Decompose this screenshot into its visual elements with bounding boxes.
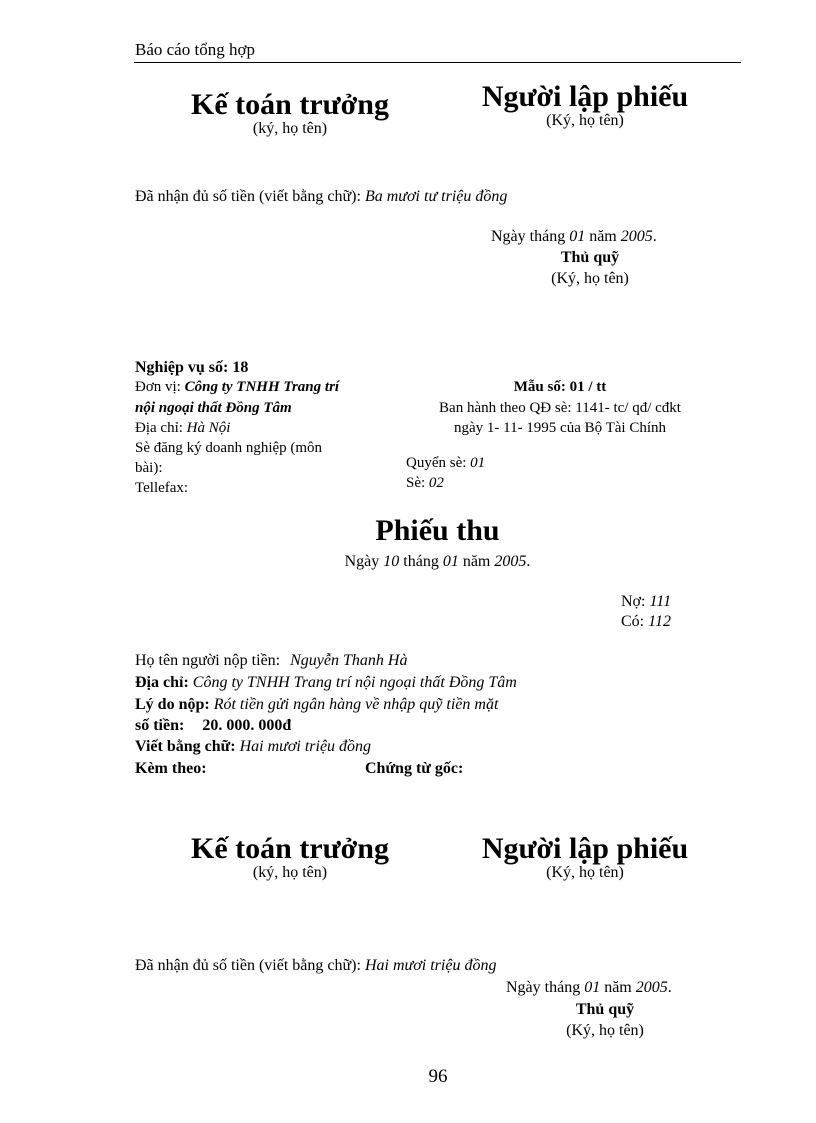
- chief-accountant-signature-bottom: [160, 832, 420, 882]
- receipt-address-label: Địa chỉ:: [135, 674, 189, 691]
- address-value: Hà Nội: [186, 420, 231, 436]
- receipt-day: 10: [383, 553, 400, 570]
- receipt-month-label: tháng: [403, 553, 439, 570]
- cashier-note-bottom: (Ký, họ tên): [566, 1022, 644, 1039]
- reason-label: Lý do nộp:: [135, 696, 210, 713]
- receipt-address-value: Công ty TNHH Trang trí nội ngoại thất Đồng Tâm: [192, 674, 517, 691]
- attached-label: Kèm theo:: [135, 760, 207, 777]
- preparer-title: Người lập phiếu: [481, 832, 689, 865]
- receipt-date: [280, 553, 595, 571]
- header-divider: [134, 62, 741, 63]
- received-amount-line-bottom: [135, 957, 496, 975]
- preparer-note: (Ký, họ tên): [546, 864, 624, 881]
- words-line: [135, 738, 371, 756]
- issued-line1: Ban hành theo QĐ sè: 1141- tc/ qđ/ cđkt: [439, 400, 681, 416]
- preparer-note: (Ký, họ tên): [546, 112, 624, 129]
- words-label: Viết bằng chữ:: [135, 738, 236, 755]
- reason-value: Rót tiền gửi ngân hàng về nhập quỹ tiền mặt: [213, 696, 499, 713]
- payer-label: Họ tên người nộp tiền:: [135, 652, 281, 669]
- date-year: 2005: [620, 228, 653, 245]
- number-label: Sè:: [406, 475, 426, 491]
- unit-value-line2: nội ngoại thất Đồng Tâm: [135, 400, 292, 416]
- page-number: 96: [428, 1066, 448, 1087]
- credit-label: Có:: [621, 613, 645, 630]
- amount-label: số tiền:: [135, 717, 185, 734]
- receipt-date-suffix: .: [526, 553, 531, 570]
- unit-label: Đơn vị:: [135, 379, 181, 395]
- received-label: Đã nhận đủ số tiền (viết bằng chữ):: [135, 188, 361, 205]
- issued-line2: ngày 1- 11- 1995 của Bộ Tài Chính: [453, 420, 667, 436]
- book-number-line: [406, 455, 485, 472]
- amount-value: 20. 000. 000đ: [202, 717, 292, 734]
- preparer-signature-top: [455, 80, 715, 130]
- cashier-note-top: (Ký, họ tên): [551, 270, 629, 287]
- received-value: Hai mươi triệu đồng: [364, 957, 497, 974]
- debit-value: 111: [649, 593, 672, 610]
- unit-value-line1: Công ty TNHH Trang trí: [184, 379, 340, 395]
- page-header-title: Báo cáo tổng hợp: [135, 40, 255, 59]
- chief-accountant-signature-top: [160, 88, 420, 138]
- reason-line: [135, 696, 498, 714]
- received-date-bottom: [506, 979, 672, 997]
- received-amount-line-top: [135, 188, 507, 206]
- receipt-year-label: năm: [462, 553, 491, 570]
- date-mid: năm: [589, 228, 617, 245]
- date-suffix: .: [667, 979, 672, 996]
- transaction-number: Nghiệp vụ số: 18: [135, 359, 249, 376]
- date-prefix: Ngày tháng: [506, 979, 581, 996]
- registration-line2: bài):: [135, 460, 163, 476]
- received-label: Đã nhận đủ số tiền (viết bằng chữ):: [135, 957, 361, 974]
- unit-line: [135, 379, 339, 396]
- receipt-month: 01: [442, 553, 459, 570]
- number-value: 02: [428, 475, 444, 491]
- cashier-title-top: Thủ quỹ: [560, 249, 620, 266]
- preparer-title: Người lập phiếu: [481, 80, 689, 113]
- preparer-signature-bottom: [455, 832, 715, 882]
- receipt-day-label: Ngày: [344, 553, 380, 570]
- credit-line: [621, 613, 671, 631]
- address-label: Địa chỉ:: [135, 420, 183, 436]
- chief-accountant-note: (ký, họ tên): [252, 864, 328, 881]
- document-number-line: [406, 475, 444, 492]
- book-value: 01: [470, 455, 486, 471]
- date-mid: năm: [604, 979, 632, 996]
- received-value: Ba mươi tư triệu đồng: [364, 188, 508, 205]
- debit-line: [621, 593, 671, 611]
- amount-line: [135, 717, 291, 735]
- date-prefix: Ngày tháng: [491, 228, 566, 245]
- original-docs-label: Chứng từ gốc:: [365, 760, 464, 777]
- chief-accountant-title: Kế toán trưởng: [191, 88, 389, 121]
- form-number: Mẫu số: 01 / tt: [513, 379, 607, 395]
- payer-value: Nguyễn Thanh Hà: [290, 652, 408, 669]
- payer-line: [135, 652, 407, 670]
- date-suffix: .: [652, 228, 657, 245]
- debit-label: Nợ:: [621, 593, 646, 610]
- received-date-top: [491, 228, 657, 246]
- registration-line1: Sè đăng ký doanh nghiệp (môn: [135, 440, 323, 456]
- address-line: [135, 420, 230, 437]
- date-year: 2005: [635, 979, 668, 996]
- chief-accountant-note: (ký, họ tên): [252, 120, 328, 137]
- cashier-title-bottom: Thủ quỹ: [575, 1001, 635, 1018]
- book-label: Quyển sè:: [406, 455, 467, 471]
- tellefax-label: Tellefax:: [135, 480, 189, 496]
- receipt-year: 2005: [494, 553, 527, 570]
- chief-accountant-title: Kế toán trưởng: [191, 832, 389, 865]
- words-value: Hai mươi triệu đồng: [239, 738, 372, 755]
- receipt-address-line: [135, 674, 517, 692]
- receipt-title: Phiếu thu: [375, 514, 500, 547]
- credit-value: 112: [648, 613, 671, 630]
- date-month: 01: [584, 979, 601, 996]
- date-month: 01: [569, 228, 586, 245]
